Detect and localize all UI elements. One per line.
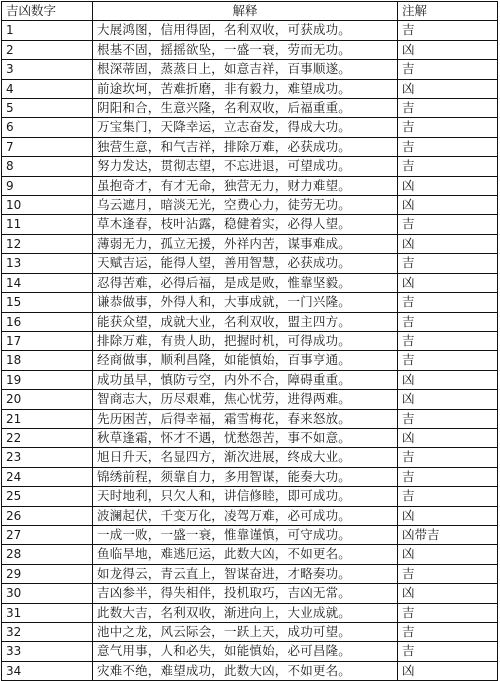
row-note: 凶 xyxy=(398,390,498,409)
row-note: 吉 xyxy=(398,448,498,467)
table-row xyxy=(2,351,498,370)
row-note: 凶 xyxy=(398,234,498,253)
row-note: 吉 xyxy=(398,642,498,661)
row-explanation: 经商做事，顺利昌隆，如能慎始，百事亨通。 xyxy=(93,351,398,370)
row-note: 吉 xyxy=(398,467,498,486)
row-explanation: 根基不固，摇摇欲坠，一盛一衰，劳而无功。 xyxy=(93,40,398,59)
row-explanation: 乌云遮月，暗淡无光，空费心力，徒劳无功。 xyxy=(93,196,398,215)
table-row xyxy=(2,293,498,312)
row-number: 12 xyxy=(2,234,93,253)
row-note: 吉 xyxy=(398,157,498,176)
table-row xyxy=(2,623,498,642)
row-number: 4 xyxy=(2,79,93,98)
row-number: 30 xyxy=(2,584,93,603)
row-explanation: 如龙得云，青云直上，智谋奋进，才略奏功。 xyxy=(93,564,398,583)
row-explanation: 天赋吉运，能得人望，善用智慧，必获成功。 xyxy=(93,254,398,273)
table-row xyxy=(2,448,498,467)
table-row xyxy=(2,487,498,506)
row-number: 25 xyxy=(2,487,93,506)
table-row xyxy=(2,661,498,680)
row-explanation: 波澜起伏，千变万化，凌驾万难，必可成功。 xyxy=(93,506,398,525)
row-number: 23 xyxy=(2,448,93,467)
row-number: 5 xyxy=(2,99,93,118)
row-note: 吉 xyxy=(398,487,498,506)
table-row xyxy=(2,176,498,195)
table-row xyxy=(2,428,498,447)
row-explanation: 排除万难，有贵人助，把握时机，可得成功。 xyxy=(93,331,398,350)
row-number: 29 xyxy=(2,564,93,583)
row-explanation: 成功虽早，慎防亏空，内外不合，障碍重重。 xyxy=(93,370,398,389)
row-note: 吉 xyxy=(398,215,498,234)
row-note: 吉 xyxy=(398,137,498,156)
row-note: 吉 xyxy=(398,331,498,350)
row-note: 吉 xyxy=(398,254,498,273)
row-number: 26 xyxy=(2,506,93,525)
row-note: 凶 xyxy=(398,584,498,603)
row-number: 28 xyxy=(2,545,93,564)
row-note: 吉 xyxy=(398,99,498,118)
row-number: 14 xyxy=(2,273,93,292)
row-number: 6 xyxy=(2,118,93,137)
row-number: 11 xyxy=(2,215,93,234)
header-note: 注解 xyxy=(398,2,498,21)
table-row xyxy=(2,254,498,273)
table-row xyxy=(2,545,498,564)
row-explanation: 此数大吉，名利双收，渐进向上，大业成就。 xyxy=(93,603,398,622)
row-explanation: 前途坎坷，苦难折磨，非有毅力，难望成功。 xyxy=(93,79,398,98)
row-number: 34 xyxy=(2,661,93,680)
row-note: 凶 xyxy=(398,506,498,525)
table-row xyxy=(2,99,498,118)
row-explanation: 大展鸿图，信用得固，名利双收，可获成功。 xyxy=(93,21,398,40)
table-row xyxy=(2,603,498,622)
header-explanation: 解释 xyxy=(93,2,398,21)
table-row xyxy=(2,331,498,350)
table-row xyxy=(2,506,498,525)
row-explanation: 意气用事，人和必失，如能慎始，必可昌隆。 xyxy=(93,642,398,661)
row-explanation: 根深蒂固，蒸蒸日上，如意吉祥，百事顺遂。 xyxy=(93,60,398,79)
row-explanation: 鱼临旱地，难逃厄运，此数大凶，不如更名。 xyxy=(93,545,398,564)
row-explanation: 阴阳和合，生意兴隆，名利双收，后福重重。 xyxy=(93,99,398,118)
row-explanation: 独营生意，和气吉祥，排除万难，必获成功。 xyxy=(93,137,398,156)
row-explanation: 忍得苦难，必得后福，是成是败，惟靠坚毅。 xyxy=(93,273,398,292)
row-explanation: 虽抱奇才，有才无命，独营无力，财力难望。 xyxy=(93,176,398,195)
row-explanation: 草木逢春，枝叶沾露，稳健着实，必得人望。 xyxy=(93,215,398,234)
row-number: 24 xyxy=(2,467,93,486)
row-explanation: 先历困苦，后得幸福，霜雪梅花，春来怒放。 xyxy=(93,409,398,428)
table-row xyxy=(2,40,498,59)
row-number: 7 xyxy=(2,137,93,156)
row-note: 凶 xyxy=(398,40,498,59)
table-row xyxy=(2,409,498,428)
row-explanation: 秋草逢霜，怀才不遇，忧愁怨苦，事不如意。 xyxy=(93,428,398,447)
row-note: 吉 xyxy=(398,623,498,642)
row-note: 吉 xyxy=(398,312,498,331)
table-body xyxy=(2,21,498,681)
table-row xyxy=(2,312,498,331)
table-row xyxy=(2,21,498,40)
table-row xyxy=(2,584,498,603)
row-number: 31 xyxy=(2,603,93,622)
row-explanation: 天时地利，只欠人和，讲信修睦，即可成功。 xyxy=(93,487,398,506)
row-number: 1 xyxy=(2,21,93,40)
row-explanation: 努力发达，贯彻志望，不忘进退，可望成功。 xyxy=(93,157,398,176)
table-row xyxy=(2,525,498,544)
table-row xyxy=(2,642,498,661)
row-note: 凶 xyxy=(398,370,498,389)
row-explanation: 谦恭做事，外得人和，大事成就，一门兴隆。 xyxy=(93,293,398,312)
row-explanation: 池中之龙，风云际会，一跃上天，成功可望。 xyxy=(93,623,398,642)
table-row xyxy=(2,390,498,409)
row-note: 吉 xyxy=(398,564,498,583)
row-number: 33 xyxy=(2,642,93,661)
row-note: 凶 xyxy=(398,79,498,98)
row-number: 27 xyxy=(2,525,93,544)
table-row xyxy=(2,215,498,234)
row-explanation: 薄弱无力，孤立无援，外祥内苦，谋事难成。 xyxy=(93,234,398,253)
row-note: 吉 xyxy=(398,60,498,79)
row-note: 吉 xyxy=(398,351,498,370)
table-header xyxy=(2,2,498,21)
table-row xyxy=(2,118,498,137)
row-number: 18 xyxy=(2,351,93,370)
table-row xyxy=(2,157,498,176)
row-note: 吉 xyxy=(398,409,498,428)
row-explanation: 旭日升天，名显四方，渐次进展，终成大业。 xyxy=(93,448,398,467)
row-number: 8 xyxy=(2,157,93,176)
row-note: 吉 xyxy=(398,118,498,137)
row-explanation: 吉凶参半，得失相伴，投机取巧，吉凶无常。 xyxy=(93,584,398,603)
row-explanation: 锦绣前程，须靠自力，多用智谋，能奏大功。 xyxy=(93,467,398,486)
table-row xyxy=(2,370,498,389)
row-number: 21 xyxy=(2,409,93,428)
table-row xyxy=(2,234,498,253)
row-number: 17 xyxy=(2,331,93,350)
row-number: 32 xyxy=(2,623,93,642)
row-note: 吉 xyxy=(398,293,498,312)
row-explanation: 智商志大，历尽艰难，焦心忧劳，进得两难。 xyxy=(93,390,398,409)
table-row xyxy=(2,137,498,156)
row-number: 19 xyxy=(2,370,93,389)
row-note: 凶 xyxy=(398,273,498,292)
table-row xyxy=(2,273,498,292)
row-explanation: 能获众望，成就大业，名利双收，盟主四方。 xyxy=(93,312,398,331)
table-row xyxy=(2,79,498,98)
row-note: 凶 xyxy=(398,196,498,215)
header-row xyxy=(2,2,498,21)
row-number: 16 xyxy=(2,312,93,331)
row-note: 吉 xyxy=(398,21,498,40)
row-note: 凶带吉 xyxy=(398,525,498,544)
row-number: 2 xyxy=(2,40,93,59)
row-explanation: 万宝集门，天降幸运，立志奋发，得成大功。 xyxy=(93,118,398,137)
table-row xyxy=(2,564,498,583)
header-number: 吉凶数字 xyxy=(2,2,93,21)
row-note: 凶 xyxy=(398,176,498,195)
row-number: 15 xyxy=(2,293,93,312)
row-number: 9 xyxy=(2,176,93,195)
row-number: 10 xyxy=(2,196,93,215)
row-number: 3 xyxy=(2,60,93,79)
fortune-number-table xyxy=(1,1,498,681)
row-number: 22 xyxy=(2,428,93,447)
table-row xyxy=(2,60,498,79)
row-explanation: 灾难不绝，难望成功，此数大凶，不如更名。 xyxy=(93,661,398,680)
row-note: 凶 xyxy=(398,545,498,564)
table-row xyxy=(2,467,498,486)
row-note: 凶 xyxy=(398,428,498,447)
row-note: 凶 xyxy=(398,661,498,680)
row-note: 吉 xyxy=(398,603,498,622)
row-explanation: 一成一败，一盛一衰，惟靠谨慎，可守成功。 xyxy=(93,525,398,544)
row-number: 13 xyxy=(2,254,93,273)
row-number: 20 xyxy=(2,390,93,409)
table-row xyxy=(2,196,498,215)
